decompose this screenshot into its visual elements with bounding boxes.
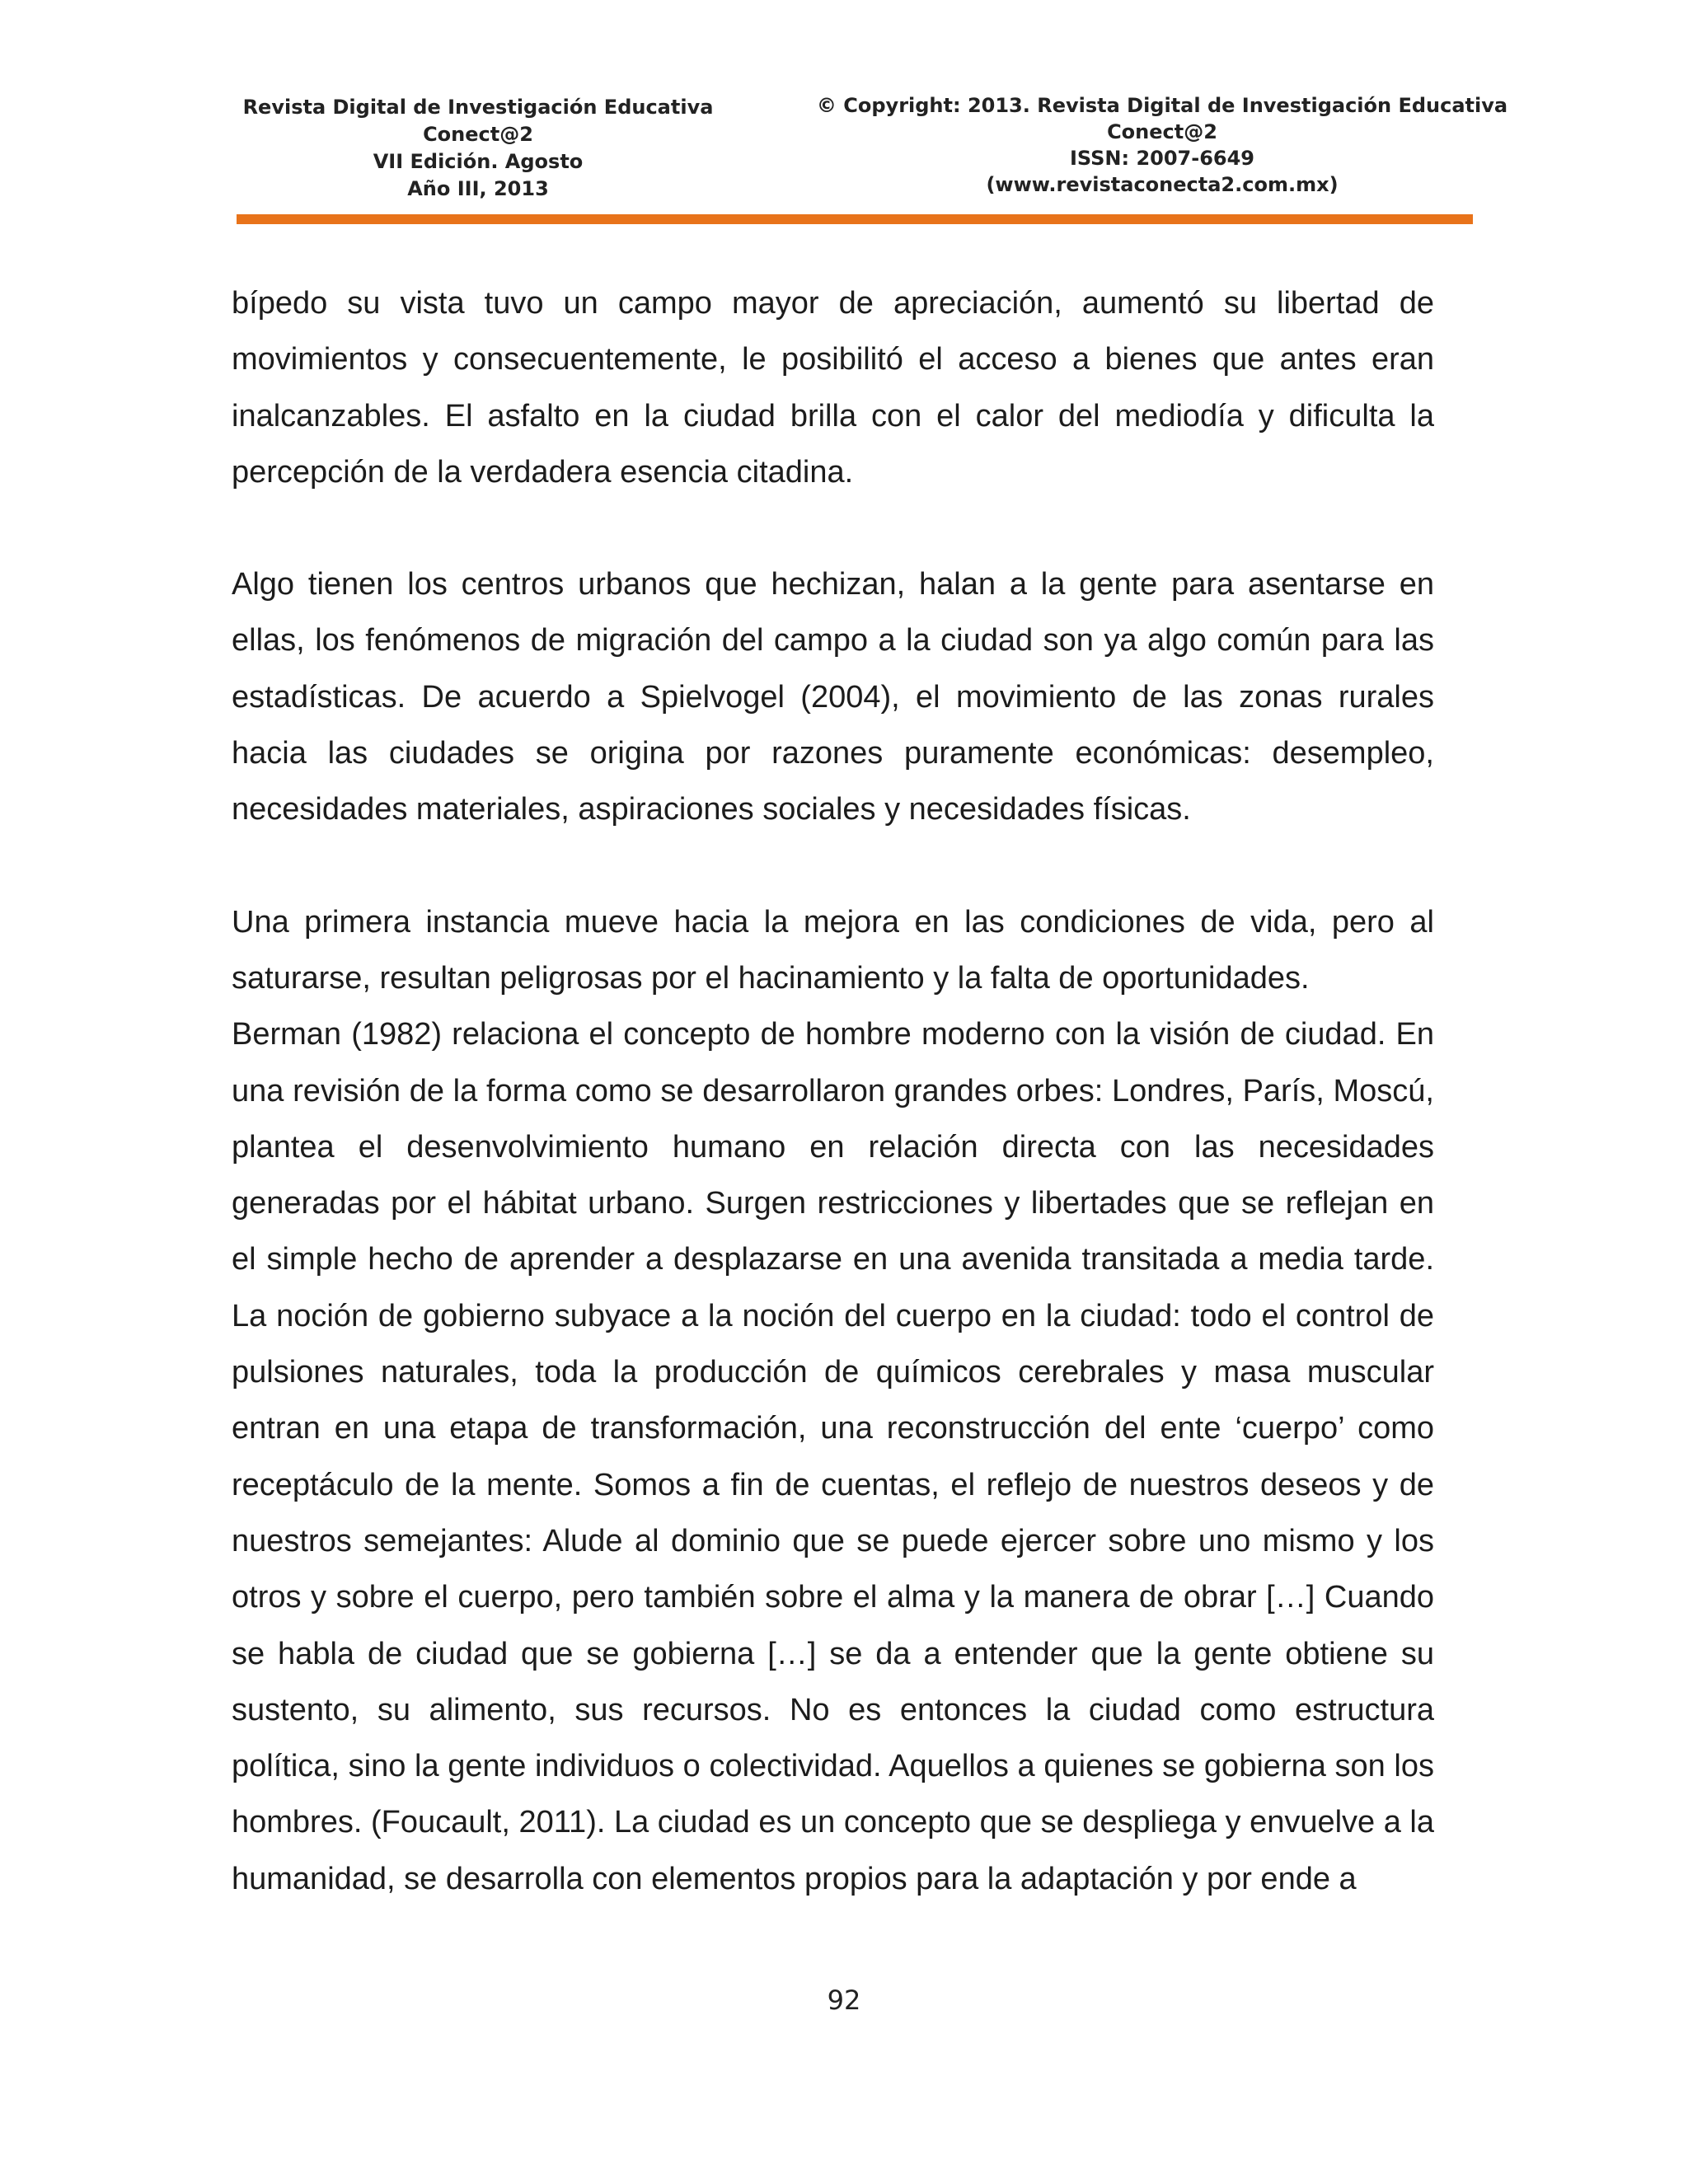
paragraph: Berman (1982) relaciona el concepto de hombre moderno con la visión de ciudad. En una revisión de la forma como se desarrollaron grandes orbes: Londres, París, Moscú, plantea el desenvolvimiento humano en relación directa con las necesidades generadas por el hábitat urbano. Surgen restricciones y libertades que se reflejan en el simple hecho de aprender a desplazarse en una avenida transitada a media tarde. La noción de gobierno subyace a la noción del cuerpo en la ciudad: todo el control de pulsiones naturales, toda la producción de químicos cerebrales y masa muscular entran en una etapa de transformación, una reconstrucción del ente ‘cuerpo’ como receptáculo de la mente. Somos a fin de cuentas, el reflejo de nuestros deseos y de nuestros semejantes: Alude al dominio que se puede ejercer sobre uno mismo y los otros y sobre el cuerpo, pero también sobre el alma y la manera de obrar […] Cuando se habla de ciudad que se gobierna […] se da a entender que la gente obtiene su sustento, su alimento, sus recursos. No es entonces la ciudad como estructura política, sino la gente individuos o colectividad. Aquellos a quienes se gobierna son los hombres. (Foucault, 2011). La ciudad es un concepto que se despliega y envuelve a la humanidad, se desarrolla con elementos propios para la adaptación y por ende a [232,1017,1435,1896]
website: (www.revistaconecta2.com.mx) [986,173,1339,196]
paragraph: bípedo su vista tuvo un campo mayor de apreciación, aumentó su libertad de movimientos y consecuentemente, le posibilitó el acceso a bienes que antes eran inalcanzables. El asfalto en la ciudad brilla con el calor del mediodía y dificulta la percepción de la verdadera esencia citadina. [232,286,1434,490]
copyright-info [816,92,1508,198]
journal-short-name: Conect@2 [423,123,533,146]
header-divider [237,214,1473,224]
edition: VII Edición. Agosto [373,150,584,173]
paragraph: Algo tienen los centros urbanos que hechizan, halan a la gente para asentarse en ellas, los fenómenos de migración del campo a la ciudad son ya algo común para las estadísticas. De acuerdo a Spielvogel (2004), el movimiento de las zonas rurales hacia las ciudades se origina por razones puramente económicas: desempleo, necesidades materiales, aspiraciones sociales y necesidades físicas. [232,567,1434,827]
copyright-journal-name: Conect@2 [1107,120,1217,143]
page-number: 92 [827,1985,861,2016]
journal-info [239,94,717,203]
issn: ISSN: 2007-6649 [1069,147,1254,170]
year: Año III, 2013 [407,177,549,200]
article-body [232,275,1434,1907]
journal-name: Revista Digital de Investigación Educativa [242,96,714,119]
copyright-line: © Copyright: 2013. Revista Digital de Investigación Educativa [816,94,1508,117]
paragraph: Una primera instancia mueve hacia la mejora en las condiciones de vida, pero al saturarse, resultan peligrosas por el hacinamiento y la falta de oportunidades. [232,904,1434,996]
